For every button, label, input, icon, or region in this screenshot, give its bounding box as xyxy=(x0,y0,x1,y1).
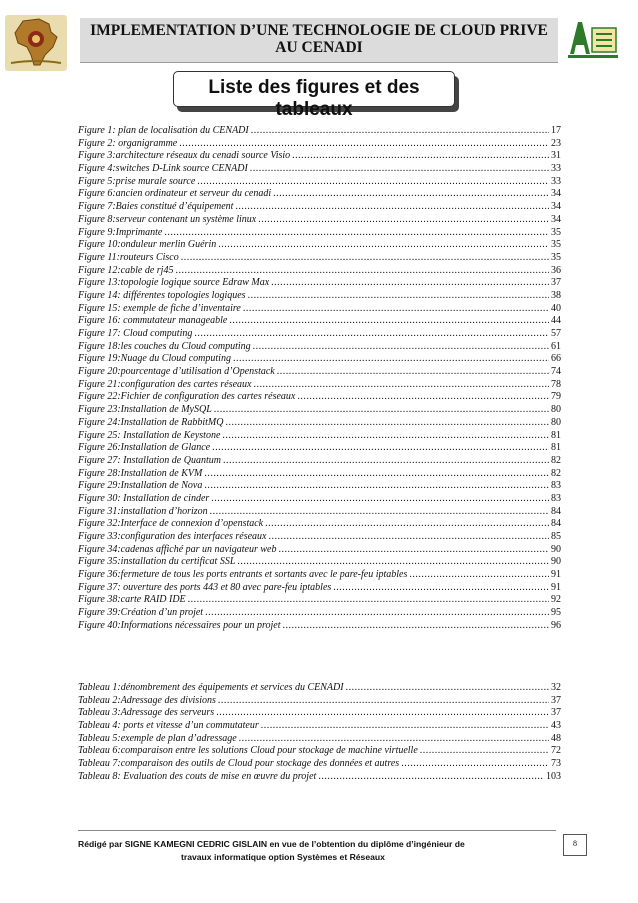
figure-entry[interactable] xyxy=(78,303,561,316)
toc-entry-label: Figure 22:Fichier de configuration des cartes réseaux xyxy=(78,391,296,403)
toc-dot-leader xyxy=(204,468,549,481)
toc-dot-leader xyxy=(409,569,549,582)
toc-dot-leader xyxy=(271,277,549,290)
toc-dot-leader xyxy=(243,303,549,316)
figure-entry[interactable] xyxy=(78,404,561,417)
figure-entry[interactable] xyxy=(78,518,561,531)
toc-entry-page: 33 xyxy=(551,163,561,175)
africa-emblem-icon xyxy=(5,15,67,71)
toc-entry-page: 35 xyxy=(551,239,561,251)
toc-entry-page: 38 xyxy=(551,289,561,301)
toc-dot-leader xyxy=(346,682,549,695)
toc-entry-page: 44 xyxy=(551,315,561,327)
figure-entry[interactable] xyxy=(78,176,561,189)
figure-entry[interactable] xyxy=(78,544,561,557)
toc-dot-leader xyxy=(265,518,549,531)
toc-dot-leader xyxy=(278,544,549,557)
toc-dot-leader xyxy=(204,480,549,493)
toc-dot-leader xyxy=(261,720,549,733)
toc-dot-leader xyxy=(292,150,549,163)
page-number: 8 xyxy=(563,834,587,856)
toc-dot-leader xyxy=(250,163,549,176)
institution-logo-right xyxy=(566,14,620,60)
toc-entry-label: Figure 40:Informations nécessaires pour un projet xyxy=(78,619,281,631)
toc-entry-page: 73 xyxy=(551,758,561,770)
toc-dot-leader xyxy=(277,366,549,379)
table-entry[interactable] xyxy=(78,682,561,695)
toc-entry-label: Figure 10:onduleur merlin Guérin xyxy=(78,239,217,251)
toc-dot-leader xyxy=(218,239,549,252)
list-of-figures xyxy=(78,125,561,633)
toc-entry-page: 17 xyxy=(551,125,561,136)
toc-dot-leader xyxy=(222,430,549,443)
figure-entry[interactable] xyxy=(78,556,561,569)
toc-dot-leader xyxy=(251,125,549,138)
figure-entry[interactable] xyxy=(78,620,561,633)
toc-dot-leader xyxy=(229,315,549,328)
toc-dot-leader xyxy=(233,353,549,366)
toc-entry-label: Figure 5:prise murale source xyxy=(78,175,196,187)
toc-dot-leader xyxy=(333,582,549,595)
toc-entry-page: 37 xyxy=(551,707,561,719)
toc-entry-page: 48 xyxy=(551,732,561,744)
figure-entry[interactable] xyxy=(78,188,561,201)
toc-entry-label: Figure 20:pourcentage d’utilisation d’Openstack xyxy=(78,366,275,378)
toc-dot-leader xyxy=(194,328,549,341)
toc-dot-leader xyxy=(211,493,549,506)
toc-entry-label: Figure 13:topologie logique source Edraw Max xyxy=(78,277,270,289)
figure-entry[interactable] xyxy=(78,442,561,455)
footer-program-line: travaux informatique option Systèmes et Réseaux xyxy=(181,852,385,862)
toc-entry-page: 79 xyxy=(551,391,561,403)
toc-entry-label: Figure 2: organigramme xyxy=(78,137,178,149)
toc-entry-label: Tableau 1:dénombrement des équipements et services du CENADI xyxy=(78,682,344,693)
toc-entry-label: Figure 33:configuration des interfaces réseaux xyxy=(78,531,267,542)
document-title: IMPLEMENTATION D’UNE TECHNOLOGIE DE CLOUD PRIVE AU CENADI xyxy=(90,22,548,56)
figure-entry[interactable] xyxy=(78,163,561,176)
toc-entry-label: Figure 24:Installation de RabbitMQ xyxy=(78,416,224,428)
toc-entry-page: 35 xyxy=(551,251,561,263)
toc-entry-page: 34 xyxy=(551,188,561,200)
toc-entry-label: Figure 14: différentes topologies logiques xyxy=(78,289,246,301)
figure-entry[interactable] xyxy=(78,366,561,379)
toc-entry-page: 37 xyxy=(551,277,561,289)
figure-entry[interactable] xyxy=(78,569,561,582)
toc-dot-leader xyxy=(254,379,550,392)
toc-entry-label: Figure 39:Création d’un projet xyxy=(78,607,204,619)
footer-author-line: Rédigé par SIGNE KAMEGNI CEDRIC GISLAIN en vue de l’obtention du diplôme d’ingénieur de xyxy=(78,839,465,849)
figure-entry[interactable] xyxy=(78,227,561,240)
toc-entry-page: 74 xyxy=(551,366,561,378)
toc-entry-page: 36 xyxy=(551,264,561,276)
toc-entry-label: Figure 3:architecture réseaux du cenadi source Visio xyxy=(78,150,291,162)
figure-entry[interactable] xyxy=(78,315,561,328)
toc-entry-page: 81 xyxy=(551,442,561,454)
toc-entry-label: Figure 26:Installation de Glance xyxy=(78,442,211,454)
toc-dot-leader xyxy=(175,265,549,278)
toc-entry-page: 34 xyxy=(551,201,561,213)
table-entry[interactable] xyxy=(78,695,561,708)
toc-entry-label: Figure 31:installation d’horizon xyxy=(78,505,208,517)
figure-entry[interactable] xyxy=(78,594,561,607)
figure-entry[interactable] xyxy=(78,290,561,303)
institution-logo-left xyxy=(5,15,67,71)
list-of-tables xyxy=(78,682,561,784)
toc-entry-label: Figure 16: commutateur manageable xyxy=(78,315,228,327)
toc-entry-page: 78 xyxy=(551,378,561,390)
toc-dot-leader xyxy=(181,252,549,265)
toc-dot-leader xyxy=(420,745,549,758)
toc-entry-page: 35 xyxy=(551,226,561,238)
toc-entry-label: Figure 34:cadenas affiché par un navigateur web xyxy=(78,543,277,555)
toc-dot-leader xyxy=(225,417,549,430)
toc-dot-leader xyxy=(188,594,549,607)
toc-entry-page: 83 xyxy=(551,480,561,492)
toc-entry-page: 84 xyxy=(551,518,561,530)
toc-entry-page: 83 xyxy=(551,492,561,504)
toc-entry-page: 31 xyxy=(551,150,561,162)
figure-entry[interactable] xyxy=(78,353,561,366)
figure-entry[interactable] xyxy=(78,455,561,468)
toc-dot-leader xyxy=(197,176,549,189)
figure-entry[interactable] xyxy=(78,214,561,227)
toc-dot-leader xyxy=(214,404,549,417)
figure-entry[interactable] xyxy=(78,239,561,252)
table-entry[interactable] xyxy=(78,707,561,720)
table-entry[interactable] xyxy=(78,733,561,746)
toc-dot-leader xyxy=(237,556,549,569)
toc-dot-leader xyxy=(216,707,549,720)
toc-entry-label: Figure 37: ouverture des ports 443 et 80 avec pare-feu iptables xyxy=(78,581,332,593)
toc-entry-label: Figure 21:configuration des cartes réseaux xyxy=(78,378,252,390)
toc-entry-label: Figure 36:fermeture de tous les ports entrants et sortants avec le pare-feu iptables xyxy=(78,569,408,581)
toc-entry-page: 32 xyxy=(551,682,561,693)
toc-entry-label: Figure 12:cable de rj45 xyxy=(78,264,174,276)
toc-dot-leader xyxy=(248,290,549,303)
toc-entry-label: Tableau 2:Adressage des divisions xyxy=(78,694,216,706)
toc-entry-label: Figure 17: Cloud computing xyxy=(78,328,193,339)
toc-dot-leader xyxy=(235,201,549,214)
figure-entry[interactable] xyxy=(78,328,561,341)
toc-entry-label: Figure 8:serveur contenant un système linux xyxy=(78,213,257,225)
toc-entry-page: 80 xyxy=(551,404,561,416)
toc-dot-leader xyxy=(239,733,549,746)
toc-dot-leader xyxy=(164,227,549,240)
toc-dot-leader xyxy=(218,695,549,708)
toc-entry-label: Figure 4:switches D-Link source CENADI xyxy=(78,163,248,175)
figure-entry[interactable] xyxy=(78,379,561,392)
toc-entry-page: 57 xyxy=(551,328,561,339)
toc-entry-page: 40 xyxy=(551,302,561,314)
toc-entry-label: Figure 15: exemple de fiche d’inventaire xyxy=(78,302,241,314)
table-entry[interactable] xyxy=(78,771,561,784)
toc-dot-leader xyxy=(401,758,549,771)
toc-entry-label: Figure 35:installation du certificat SSL xyxy=(78,556,236,568)
toc-entry-page: 61 xyxy=(551,340,561,352)
toc-entry-label: Figure 9:Imprimante xyxy=(78,226,163,238)
toc-dot-leader xyxy=(258,214,549,227)
toc-dot-leader xyxy=(318,771,544,784)
toc-entry-label: Tableau 4: ports et vitesse d’un commutateur xyxy=(78,720,259,732)
toc-entry-label: Figure 11:routeurs Cisco xyxy=(78,251,179,263)
figure-entry[interactable] xyxy=(78,468,561,481)
figure-entry[interactable] xyxy=(78,252,561,265)
toc-dot-leader xyxy=(205,607,549,620)
toc-dot-leader xyxy=(212,442,549,455)
school-logo-icon xyxy=(566,14,620,60)
toc-entry-page: 43 xyxy=(551,720,561,732)
figure-entry[interactable] xyxy=(78,265,561,278)
toc-entry-label: Figure 32:Interface de connexion d’openstack xyxy=(78,518,264,530)
table-entry[interactable] xyxy=(78,758,561,771)
toc-entry-page: 66 xyxy=(551,353,561,365)
toc-entry-page: 103 xyxy=(546,770,561,782)
toc-dot-leader xyxy=(223,455,549,468)
toc-dot-leader xyxy=(253,341,549,354)
figure-entry[interactable] xyxy=(78,341,561,354)
toc-entry-label: Figure 7:Baies constitué d’équipement xyxy=(78,201,234,213)
toc-entry-page: 37 xyxy=(551,694,561,706)
toc-entry-page: 95 xyxy=(551,607,561,619)
toc-entry-label: Tableau 6:comparaison entre les solutions Cloud pour stockage de machine virtuelle xyxy=(78,745,418,757)
toc-entry-page: 82 xyxy=(551,467,561,479)
toc-dot-leader xyxy=(268,531,549,544)
figure-entry[interactable] xyxy=(78,493,561,506)
toc-entry-label: Figure 25: Installation de Keystone xyxy=(78,429,221,441)
toc-entry-page: 96 xyxy=(551,619,561,631)
toc-entry-label: Figure 28:Installation de KVM xyxy=(78,467,203,479)
toc-entry-page: 82 xyxy=(551,454,561,466)
toc-entry-label: Figure 27: Installation de Quantum xyxy=(78,454,221,466)
toc-entry-label: Figure 1: plan de localisation du CENADI xyxy=(78,125,249,136)
toc-entry-page: 23 xyxy=(551,137,561,149)
toc-entry-page: 90 xyxy=(551,556,561,568)
table-entry[interactable] xyxy=(78,745,561,758)
figure-entry[interactable] xyxy=(78,607,561,620)
figure-entry[interactable] xyxy=(78,391,561,404)
toc-entry-label: Figure 29:Installation de Nova xyxy=(78,480,203,492)
toc-entry-label: Tableau 7:comparaison des outils de Cloud pour stockage des données et autres xyxy=(78,758,400,770)
toc-entry-label: Tableau 5:exemple de plan d’adressage xyxy=(78,732,237,744)
figure-entry[interactable] xyxy=(78,531,561,544)
table-entry[interactable] xyxy=(78,720,561,733)
figure-entry[interactable] xyxy=(78,150,561,163)
toc-entry-page: 91 xyxy=(551,581,561,593)
figure-entry[interactable] xyxy=(78,506,561,519)
figure-entry[interactable] xyxy=(78,417,561,430)
figure-entry[interactable] xyxy=(78,138,561,151)
toc-entry-page: 85 xyxy=(551,531,561,542)
toc-dot-leader xyxy=(179,138,549,151)
toc-entry-label: Figure 23:Installation de MySQL xyxy=(78,404,212,416)
toc-entry-page: 91 xyxy=(551,569,561,581)
toc-entry-page: 92 xyxy=(551,594,561,606)
toc-entry-page: 72 xyxy=(551,745,561,757)
toc-dot-leader xyxy=(282,620,549,633)
toc-entry-page: 80 xyxy=(551,416,561,428)
toc-entry-label: Figure 30: Installation de cinder xyxy=(78,492,210,504)
toc-entry-label: Tableau 3:Adressage des serveurs xyxy=(78,707,215,719)
footer xyxy=(78,838,548,864)
toc-entry-page: 90 xyxy=(551,543,561,555)
figure-entry[interactable] xyxy=(78,125,561,138)
section-title: Liste des figures et des tableaux xyxy=(208,77,420,120)
toc-entry-label: Figure 38:carte RAID IDE xyxy=(78,594,186,606)
toc-entry-label: Figure 6:ancien ordinateur et serveur du cenadi xyxy=(78,188,272,200)
toc-dot-leader xyxy=(273,188,549,201)
figure-entry[interactable] xyxy=(78,582,561,595)
figure-entry[interactable] xyxy=(78,430,561,443)
figure-entry[interactable] xyxy=(78,277,561,290)
toc-entry-label: Tableau 8: Evaluation des couts de mise en œuvre du projet xyxy=(78,770,317,782)
toc-entry-page: 34 xyxy=(551,213,561,225)
toc-entry-page: 33 xyxy=(551,175,561,187)
toc-entry-label: Figure 18:les couches du Cloud computing xyxy=(78,340,251,352)
figure-entry[interactable] xyxy=(78,480,561,493)
toc-entry-page: 84 xyxy=(551,505,561,517)
toc-dot-leader xyxy=(210,506,549,519)
figure-entry[interactable] xyxy=(78,201,561,214)
footer-divider xyxy=(78,830,556,831)
toc-entry-page: 81 xyxy=(551,429,561,441)
toc-entry-label: Figure 19:Nuage du Cloud computing xyxy=(78,353,231,365)
toc-dot-leader xyxy=(297,391,549,404)
